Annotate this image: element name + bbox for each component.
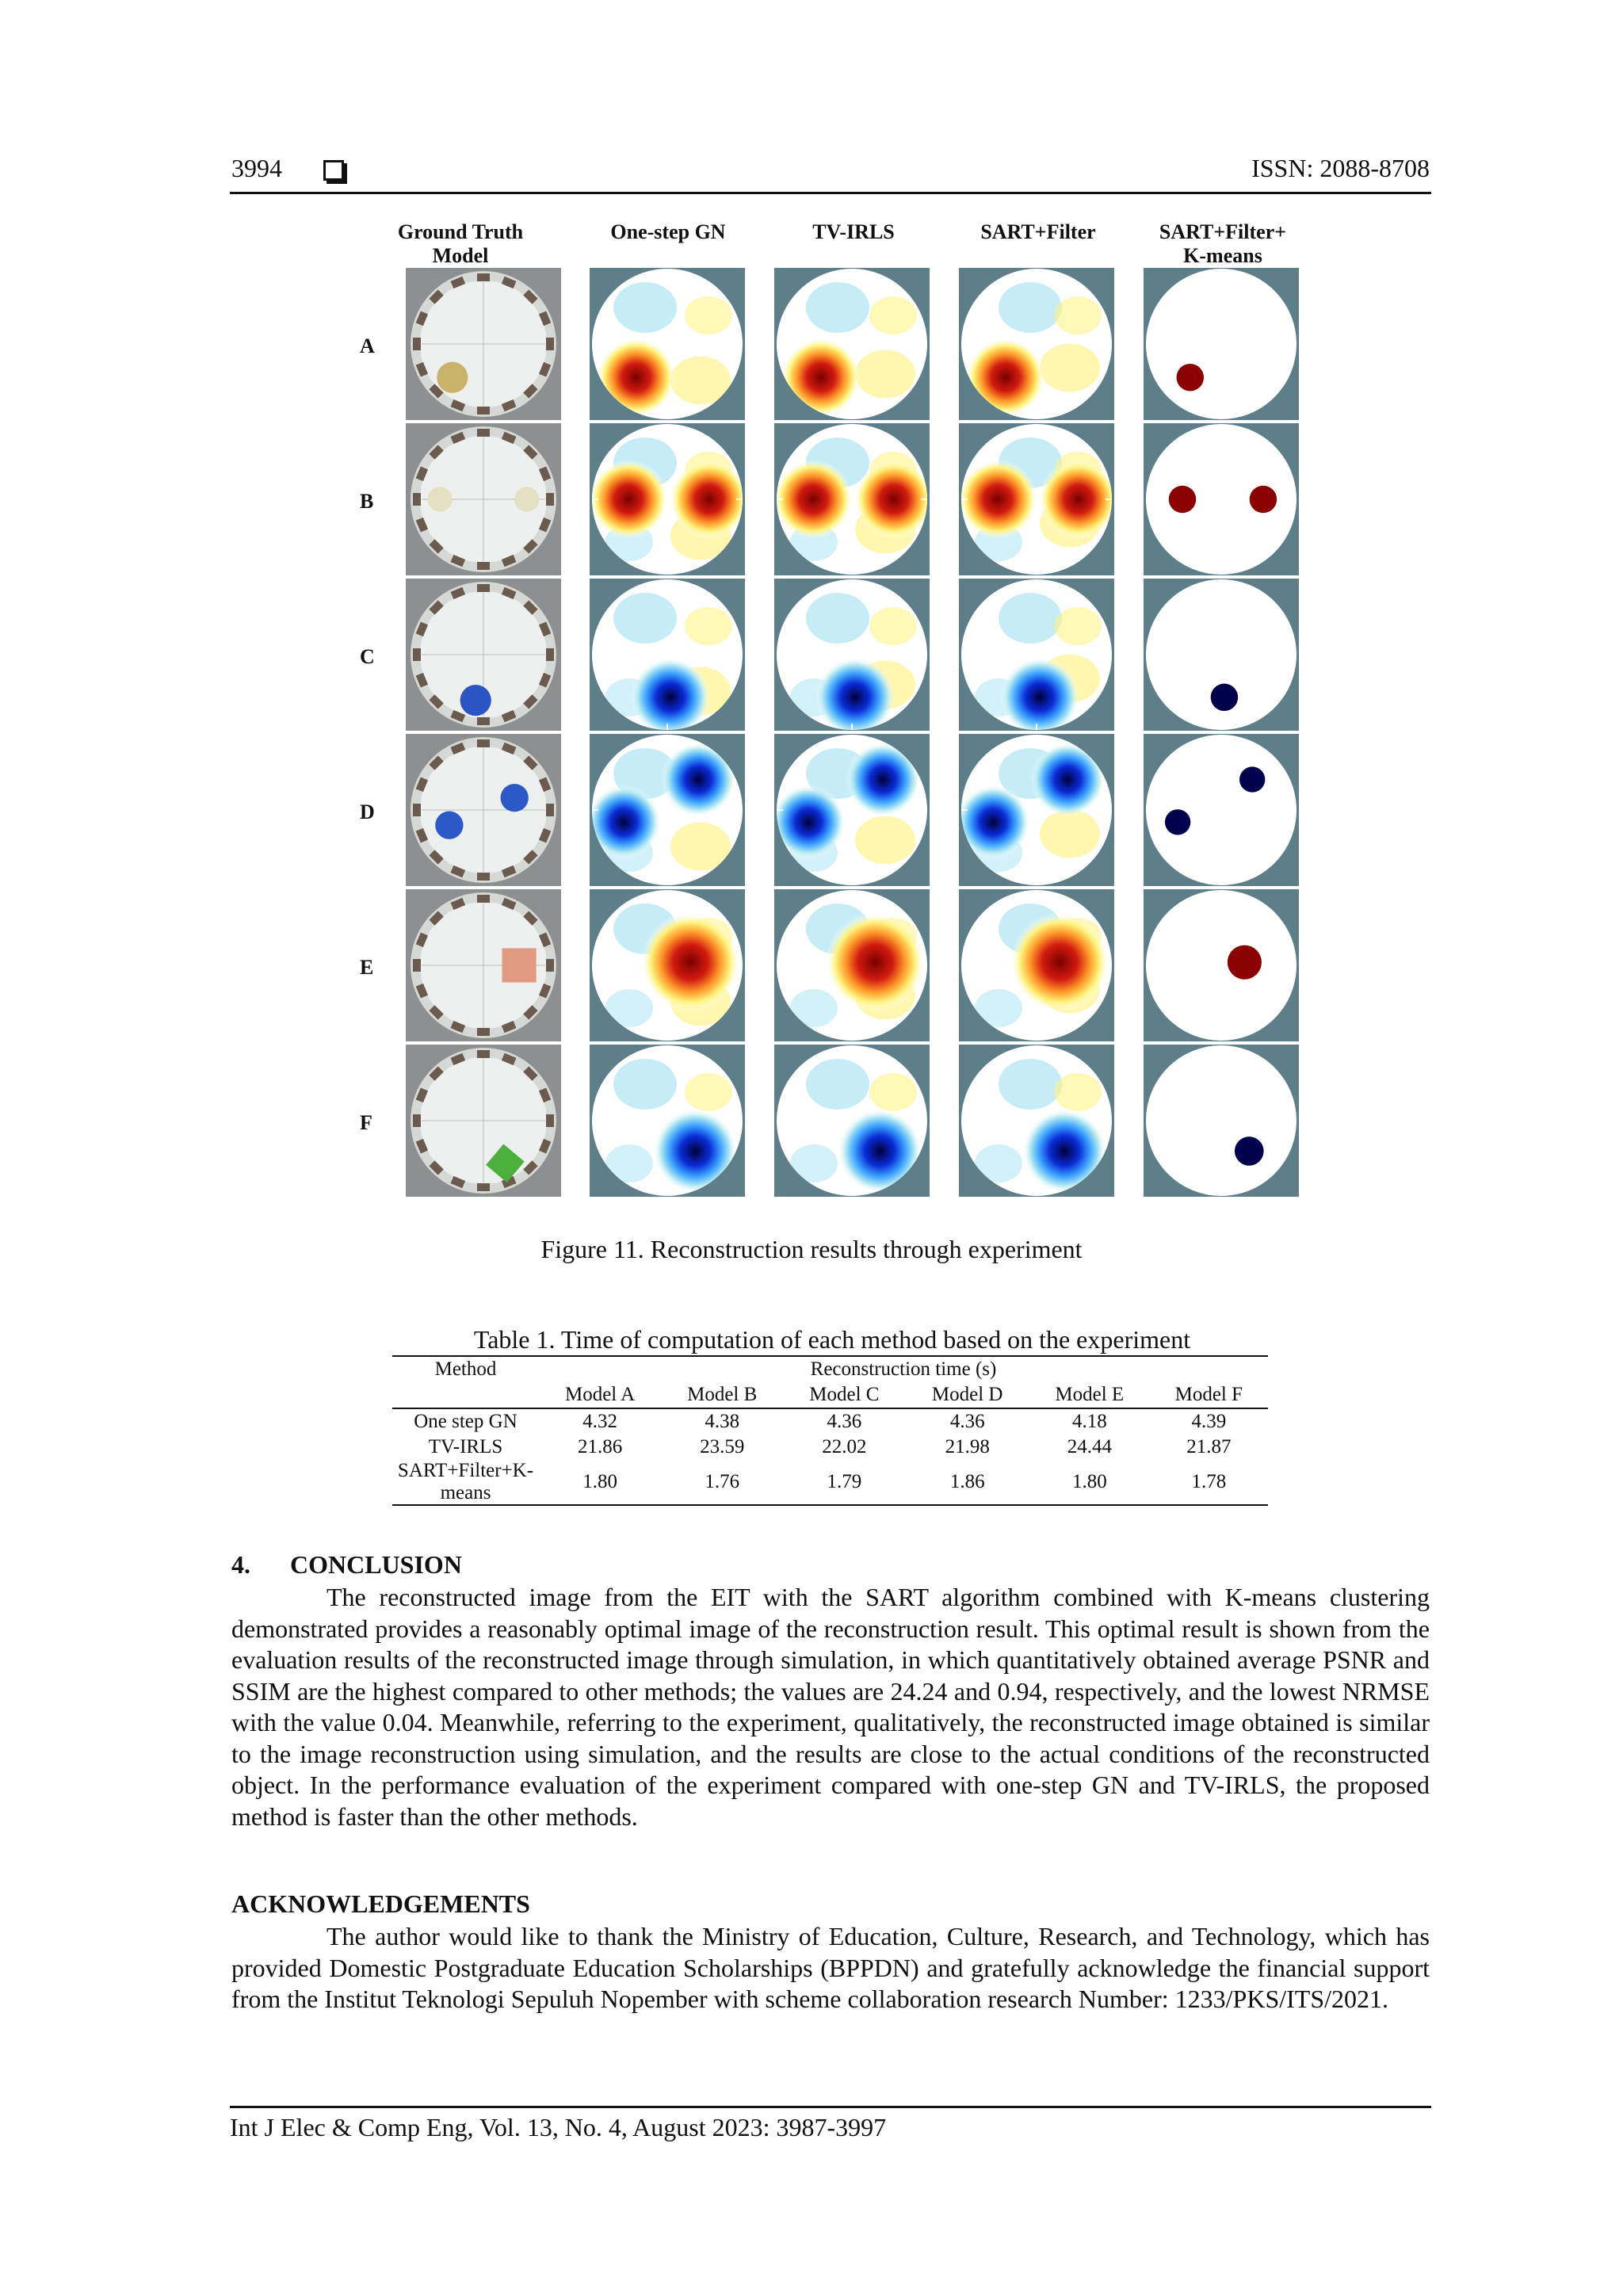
ground-truth-photo bbox=[406, 423, 561, 575]
col-header-sart-filter: SART+Filter bbox=[980, 220, 1096, 243]
kmeans-reconstruction-image bbox=[1144, 734, 1299, 886]
table-header-time: Reconstruction time (s) bbox=[539, 1356, 1268, 1382]
row-label-a: A bbox=[360, 334, 375, 357]
reconstruction-image bbox=[959, 1045, 1114, 1197]
row-label-e: E bbox=[360, 956, 374, 979]
reconstruction-image bbox=[774, 1045, 930, 1197]
table-row bbox=[392, 1460, 1268, 1505]
table-cell: 23.59 bbox=[700, 1436, 745, 1457]
acknowledgements-text: The author would like to thank the Ministry of Education, Culture, Research, and Technology, which has provided Domestic Postgraduate Education Scholarships (BPPDN) and gratefully acknowledge the financial support from the Institut Teknologi Sepuluh Nopember with scheme collaboration research Number: 1233/PKS/ITS/2021. bbox=[231, 1922, 1430, 2013]
reconstruction-image bbox=[590, 889, 745, 1041]
reconstruction-image bbox=[959, 579, 1114, 731]
row-label-b: B bbox=[360, 490, 374, 513]
conclusion-paragraph bbox=[231, 1582, 1430, 1832]
table-cell-method: One step GN bbox=[414, 1411, 517, 1432]
table-cell: 4.38 bbox=[705, 1411, 740, 1432]
reconstruction-image bbox=[774, 734, 930, 886]
kmeans-reconstruction-image bbox=[1144, 268, 1299, 420]
col-header-sart-filter-kmeans: SART+Filter+ K-means bbox=[1159, 220, 1287, 267]
reconstruction-image bbox=[774, 889, 930, 1041]
table-cell: 1.80 bbox=[1029, 1460, 1150, 1505]
reconstruction-image bbox=[959, 734, 1114, 886]
table-cell: 22.02 bbox=[822, 1436, 867, 1457]
reconstruction-image bbox=[590, 579, 745, 731]
table-header-model: Model A bbox=[539, 1382, 661, 1408]
reconstruction-image bbox=[590, 734, 745, 886]
running-header bbox=[230, 154, 1431, 194]
table-cell-method: SART+Filter+K-means bbox=[392, 1460, 539, 1505]
row-label-f: F bbox=[360, 1111, 372, 1134]
table-header-method: Method bbox=[392, 1356, 539, 1382]
section-heading-conclusion bbox=[231, 1550, 462, 1580]
issn: ISSN: 2088-8708 bbox=[1251, 154, 1430, 182]
table-cell: 1.80 bbox=[539, 1460, 661, 1505]
ground-truth-photo bbox=[406, 268, 561, 420]
section-heading-acknowledgements: ACKNOWLEDGEMENTS bbox=[231, 1889, 530, 1918]
col-header-tv-irls: TV-IRLS bbox=[812, 220, 895, 243]
col-header-one-step-gn: One-step GN bbox=[610, 220, 726, 243]
table-header-model: Model F bbox=[1150, 1382, 1268, 1408]
table-cell: 1.86 bbox=[905, 1460, 1029, 1505]
computation-time-table bbox=[392, 1355, 1268, 1506]
journal-box-icon bbox=[323, 160, 344, 181]
table-cell: 21.98 bbox=[945, 1436, 990, 1457]
running-footer: Int J Elec & Comp Eng, Vol. 13, No. 4, August 2023: 3987-3997 bbox=[230, 2106, 1431, 2142]
table-cell: 21.86 bbox=[577, 1436, 623, 1457]
reconstruction-image bbox=[590, 423, 745, 575]
table-cell: 4.18 bbox=[1071, 1411, 1107, 1432]
reconstruction-image bbox=[959, 268, 1114, 420]
ground-truth-photo bbox=[406, 579, 561, 731]
row-label-c: C bbox=[360, 645, 375, 668]
table-header-model: Model D bbox=[905, 1382, 1029, 1408]
page-number: 3994 bbox=[231, 154, 282, 182]
reconstruction-image bbox=[590, 268, 745, 420]
section-title: CONCLUSION bbox=[290, 1550, 462, 1579]
table-cell: 1.76 bbox=[661, 1460, 783, 1505]
kmeans-reconstruction-image bbox=[1144, 889, 1299, 1041]
figure-caption: Figure 11. Reconstruction results through experiment bbox=[540, 1235, 1083, 1263]
table-caption: Table 1. Time of computation of each method based on the experiment bbox=[473, 1325, 1191, 1354]
section-number: 4. bbox=[231, 1550, 250, 1579]
reconstruction-image bbox=[774, 579, 930, 731]
ground-truth-photo bbox=[406, 734, 561, 886]
table-cell: 24.44 bbox=[1067, 1436, 1112, 1457]
row-label-d: D bbox=[360, 800, 375, 823]
table-cell: 4.39 bbox=[1191, 1411, 1227, 1432]
table-cell-method: TV-IRLS bbox=[428, 1436, 503, 1457]
reconstruction-image bbox=[590, 1045, 745, 1197]
ground-truth-photo bbox=[406, 1045, 561, 1197]
table-cell: 1.79 bbox=[783, 1460, 905, 1505]
table-cell: 4.36 bbox=[949, 1411, 985, 1432]
table-header-model: Model E bbox=[1029, 1382, 1150, 1408]
reconstruction-image bbox=[959, 423, 1114, 575]
table-cell: 4.36 bbox=[827, 1411, 862, 1432]
table-header-model: Model B bbox=[661, 1382, 783, 1408]
reconstruction-image bbox=[774, 268, 930, 420]
table-header-model: Model C bbox=[783, 1382, 905, 1408]
kmeans-reconstruction-image bbox=[1144, 423, 1299, 575]
ground-truth-photo bbox=[406, 889, 561, 1041]
reconstruction-image bbox=[774, 423, 930, 575]
acknowledgements-paragraph bbox=[231, 1921, 1430, 2015]
conclusion-text: The reconstructed image from the EIT with the SART algorithm combined with K-means clustering demonstrated provides a reasonably optimal image of the reconstruction result. This optimal result is shown from the evaluation results of the reconstructed image through simulation, in which quantitatively obtained average PSNR and SSIM are the highest compared to other methods; the values are 24.24 and 0.94, respectively, and the lowest NRMSE with the value 0.04. Meanwhile, referring to the experiment, qualitatively, the reconstructed image obtained is similar to the image reconstruction using simulation, and the results are close to the actual conditions of the reconstructed object. In the performance evaluation of the experiment compared with one-step GN and TV-IRLS, the proposed method is faster than the other methods. bbox=[231, 1583, 1430, 1831]
kmeans-reconstruction-image bbox=[1144, 1045, 1299, 1197]
table-cell: 21.87 bbox=[1186, 1436, 1232, 1457]
kmeans-reconstruction-image bbox=[1144, 579, 1299, 731]
reconstruction-image bbox=[959, 889, 1114, 1041]
table-row bbox=[392, 1435, 1268, 1460]
table-cell: 1.78 bbox=[1150, 1460, 1268, 1505]
table-row bbox=[392, 1408, 1268, 1435]
table-cell: 4.32 bbox=[582, 1411, 617, 1432]
col-header-ground-truth: Ground Truth Model bbox=[397, 220, 524, 267]
